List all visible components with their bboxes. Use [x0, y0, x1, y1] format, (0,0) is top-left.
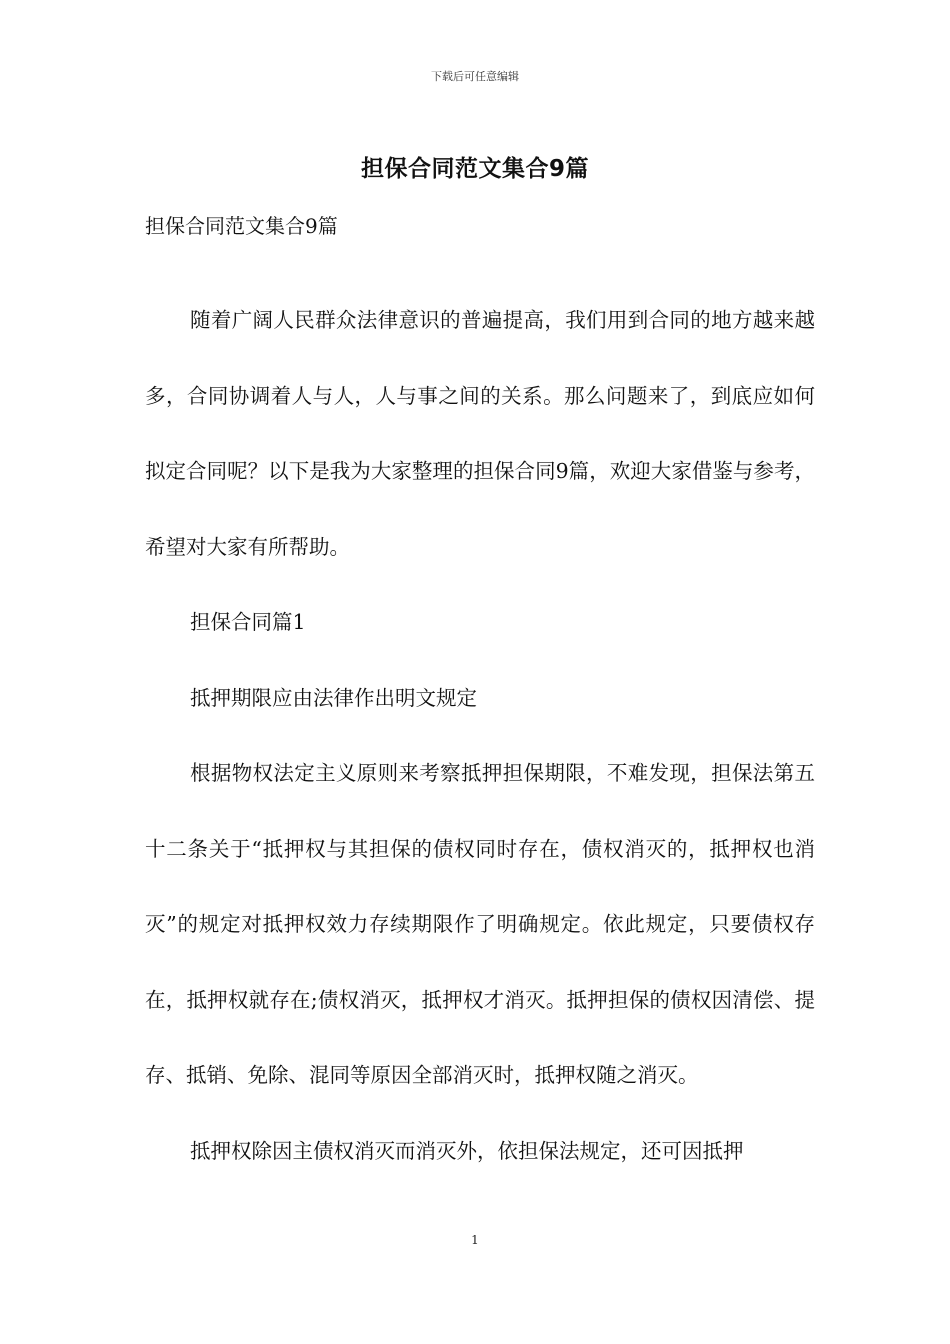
body-paragraph-intro: 随着广阔人民群众法律意识的普遍提高，我们用到合同的地方越来越多，合同协调着人与人，人与事之间的关系。那么问题来了，到底应如何拟定合同呢？以下是我为大家整理的担保合同9篇，欢迎大家借鉴与参考，希望对大家有所帮助。 — [145, 308, 815, 559]
page-number: 1 — [471, 1233, 479, 1247]
document-body — [145, 283, 815, 1189]
body-paragraph: 根据物权法定主义原则来考察抵押担保期限，不难发现，担保法第五十二条关于“抵押权与其担保的债权同时存在，债权消灭的，抵押权也消灭”的规定对抵押权效力存续期限作了明确规定。依此规定，只要债权存在，抵押权就存在;债权消灭，抵押权才消灭。抵押担保的债权因清偿、提存、抵销、免除、混同等原因全部消灭时，抵押权随之消灭。 — [145, 761, 815, 1087]
body-paragraph: 抵押权除因主债权消灭而消灭外，依担保法规定，还可因抵押 — [190, 1138, 744, 1163]
header-note: 下载后可任意编辑 — [431, 70, 519, 83]
body-paragraph-topic: 抵押期限应由法律作出明文规定 — [190, 685, 477, 710]
document-subtitle: 担保合同范文集合9篇 — [145, 214, 338, 238]
section-heading: 担保合同篇1 — [190, 610, 306, 634]
document-title: 担保合同范文集合9篇 — [360, 156, 589, 182]
